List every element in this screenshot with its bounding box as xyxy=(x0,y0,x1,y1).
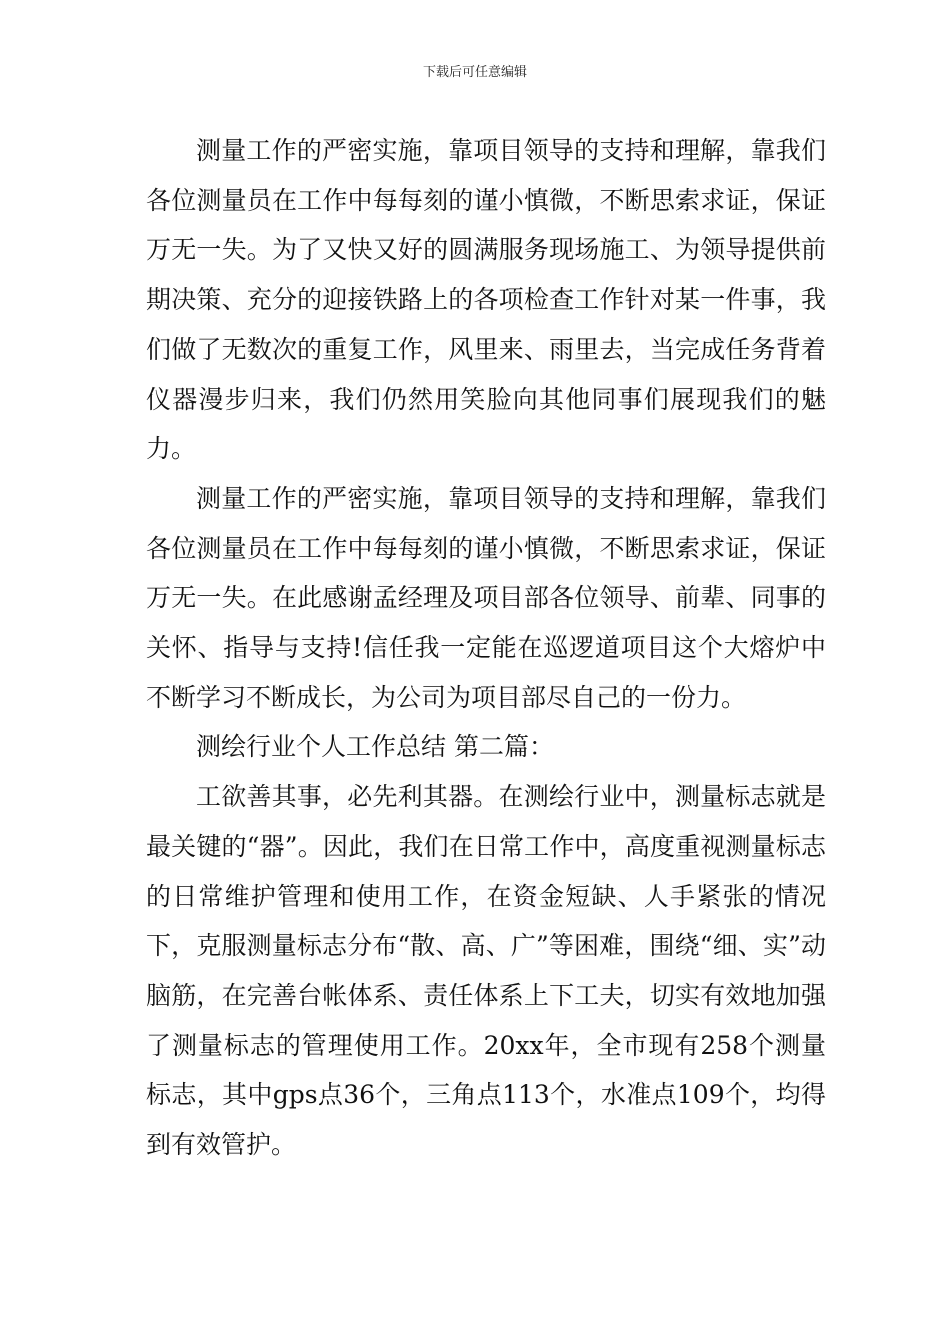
page-header-note: 下载后可任意编辑 xyxy=(422,65,527,80)
document-body xyxy=(146,126,826,1170)
section-heading: 测绘行业个人工作总结 第二篇： xyxy=(196,732,554,762)
paragraph-2: 测量工作的严密实施，靠项目领导的支持和理解，靠我们各位测量员在工作中每每刻的谨小慎微，不断思索求证，保证万无一失。在此感谢孟经理及项目部各位领导、前辈、同事的关怀、指导与支持!信任我一定能在巡逻道项目这个大熔炉中不断学习不断成长，为公司为项目部尽自己的一份力。 xyxy=(146,483,826,712)
paragraph-3: 工欲善其事，必先利其器。在测绘行业中，测量标志就是最关键的“器”。因此，我们在日常工作中，高度重视测量标志的日常维护管理和使用工作，在资金短缺、人手紧张的情况下，克服测量标志分布“散、高、广”等困难，围绕“细、实”动脑筋，在完善台帐体系、责任体系上下工夫，切实有效地加强了测量标志的管理使用工作。20xx年，全市现有258个测量标志，其中gps点36个，三角点113个，水准点109个，均得到有效管护。 xyxy=(146,782,826,1160)
paragraph-1: 测量工作的严密实施，靠项目领导的支持和理解，靠我们各位测量员在工作中每每刻的谨小慎微，不断思索求证，保证万无一失。为了又快又好的圆满服务现场施工、为领导提供前期决策、充分的迎接铁路上的各项检查工作针对某一件事，我们做了无数次的重复工作，风里来、雨里去，当完成任务背着仪器漫步归来，我们仍然用笑脸向其他同事们展现我们的魅力。 xyxy=(146,136,826,464)
